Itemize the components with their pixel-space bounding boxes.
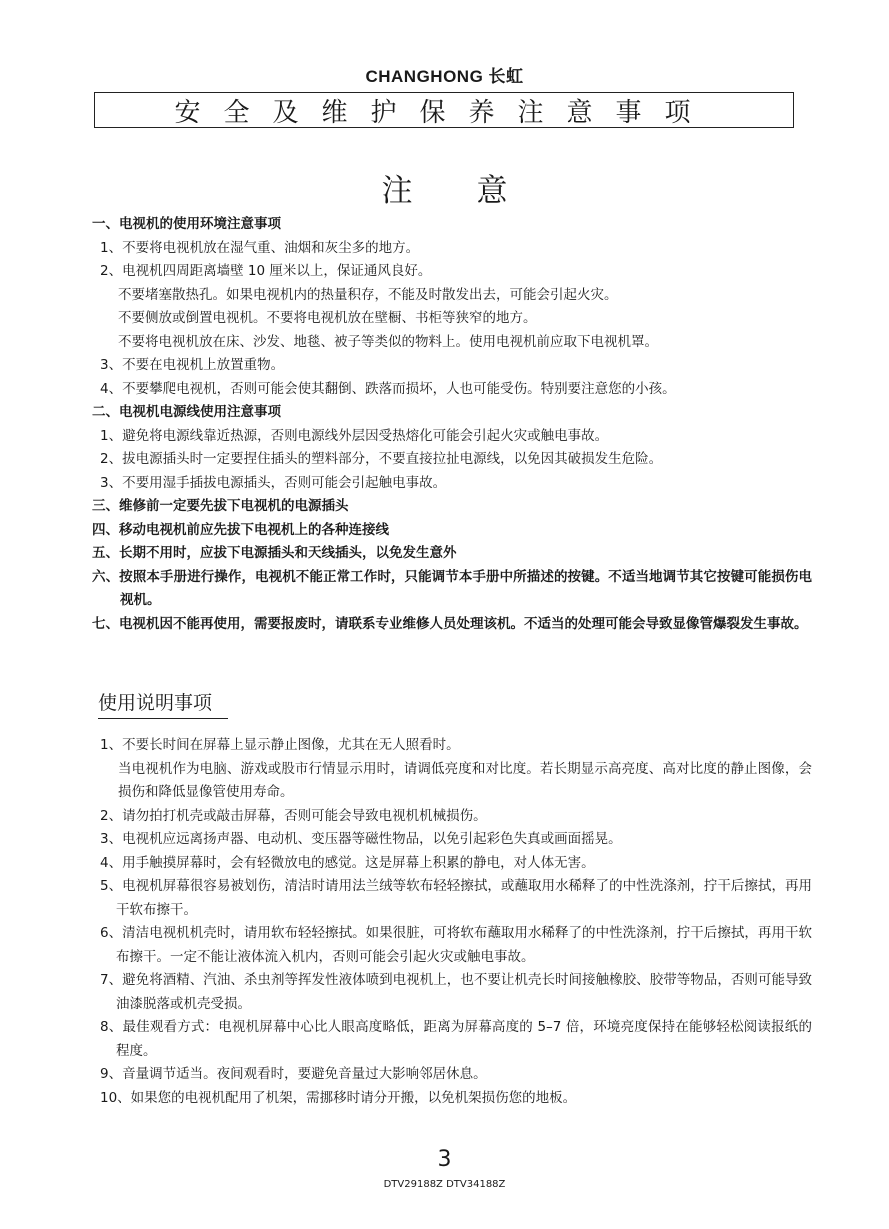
list-item: 不要侧放或倒置电视机。不要将电视机放在壁橱、书柜等狭窄的地方。 bbox=[118, 310, 537, 326]
list-item: 4、不要攀爬电视机，否则可能会使其翻倒、跌落而损坏，人也可能受伤。特别要注意您的小孩。 bbox=[100, 380, 676, 397]
list-item: 2、拔电源插头时一定要捏住插头的塑料部分，不要直接拉扯电源线，以免因其破损发生危险。 bbox=[100, 451, 663, 467]
list-item: 1、不要将电视机放在湿气重、油烟和灰尘多的地方。 bbox=[100, 239, 420, 256]
section-heading: 二、电视机电源线使用注意事项 bbox=[92, 404, 281, 420]
list-item: 6、清洁电视机机壳时，请用软布轻轻擦拭。如果很脏，可将软布蘸取用水稀释了的中性洗涤剂，拧干后擦拭，再用干软布擦干。一定不能让液体流入机内，否则可能会引起火灾或触电事故。 bbox=[100, 925, 812, 965]
list-item: 3、不要用湿手插拔电源插头，否则可能会引起触电事故。 bbox=[100, 474, 447, 491]
safety-section bbox=[92, 213, 812, 636]
list-item: 1、不要长时间在屏幕上显示静止图像，尤其在无人照看时。 bbox=[100, 737, 460, 753]
list-item: 4、用手触摸屏幕时，会有轻微放电的感觉。这是屏幕上积累的静电，对人体无害。 bbox=[100, 854, 595, 871]
list-item: 7、避免将酒精、汽油、杀虫剂等挥发性液体喷到电视机上，也不要让机壳长时间接触橡胶、胶带等物品，否则可能导致油漆脱落或机壳受损。 bbox=[100, 972, 812, 1012]
section-heading: 六、按照本手册进行操作，电视机不能正常工作时，只能调节本手册中所描述的按键。不适当地调节其它按键可能损伤电视机。 bbox=[92, 568, 812, 608]
list-item: 5、电视机屏幕很容易被划伤，清洁时请用法兰绒等软布轻轻擦拭，或蘸取用水稀释了的中性洗涤剂，拧干后擦拭，再用干软布擦干。 bbox=[100, 878, 812, 918]
list-item: 2、请勿拍打机壳或敲击屏幕，否则可能会导致电视机机械损伤。 bbox=[100, 807, 487, 824]
list-item: 1、避免将电源线靠近热源，否则电源线外层因受热熔化可能会引起火灾或触电事故。 bbox=[100, 427, 609, 444]
list-item: 不要堵塞散热孔。如果电视机内的热量积存，不能及时散发出去，可能会引起火灾。 bbox=[118, 286, 618, 303]
list-item: 3、不要在电视机上放置重物。 bbox=[100, 357, 285, 373]
usage-section bbox=[92, 734, 812, 1110]
page-title: 安全及维护保养注意事项 bbox=[94, 92, 794, 128]
list-item: 当电视机作为电脑、游戏或股市行情显示用时，请调低亮度和对比度。若长期显示高亮度、高对比度的静止图像，会损伤和降低显像管使用寿命。 bbox=[118, 760, 812, 800]
list-item: 9、音量调节适当。夜间观看时，要避免音量过大影响邻居休息。 bbox=[100, 1066, 487, 1082]
page-number: 3 bbox=[437, 1147, 452, 1172]
section-heading: 七、电视机因不能再使用，需要报废时，请联系专业维修人员处理该机。不适当的处理可能会导致显像管爆裂发生事故。 bbox=[92, 615, 808, 632]
model-number: DTV29188Z DTV34188Z bbox=[383, 1179, 506, 1190]
section-heading: 四、移动电视机前应先拔下电视机上的各种连接线 bbox=[92, 521, 389, 538]
list-item: 3、电视机应远离扬声器、电动机、变压器等磁性物品，以免引起彩色失真或画面摇晃。 bbox=[100, 831, 622, 847]
section-heading: 一、电视机的使用环境注意事项 bbox=[92, 216, 281, 232]
list-item: 不要将电视机放在床、沙发、地毯、被子等类似的物料上。使用电视机前应取下电视机罩。 bbox=[118, 333, 658, 350]
section-heading: 三、维修前一定要先拔下电视机的电源插头 bbox=[92, 498, 349, 514]
list-item: 2、电视机四周距离墙壁 10 厘米以上，保证通风良好。 bbox=[100, 263, 432, 279]
brand-logo: CHANGHONG 长虹 bbox=[365, 67, 524, 86]
list-item: 8、最佳观看方式：电视机屏幕中心比人眼高度略低，距离为屏幕高度的 5–7 倍，环境亮度保持在能够轻松阅读报纸的程度。 bbox=[100, 1019, 812, 1059]
section-heading: 五、长期不用时，应拔下电源插头和天线插头，以免发生意外 bbox=[92, 545, 457, 561]
usage-section-title: 使用说明事项 bbox=[98, 688, 228, 719]
list-item: 10、如果您的电视机配用了机架，需挪移时请分开搬，以免机架损伤您的地板。 bbox=[100, 1089, 577, 1106]
notice-heading: 注意 bbox=[381, 173, 572, 209]
